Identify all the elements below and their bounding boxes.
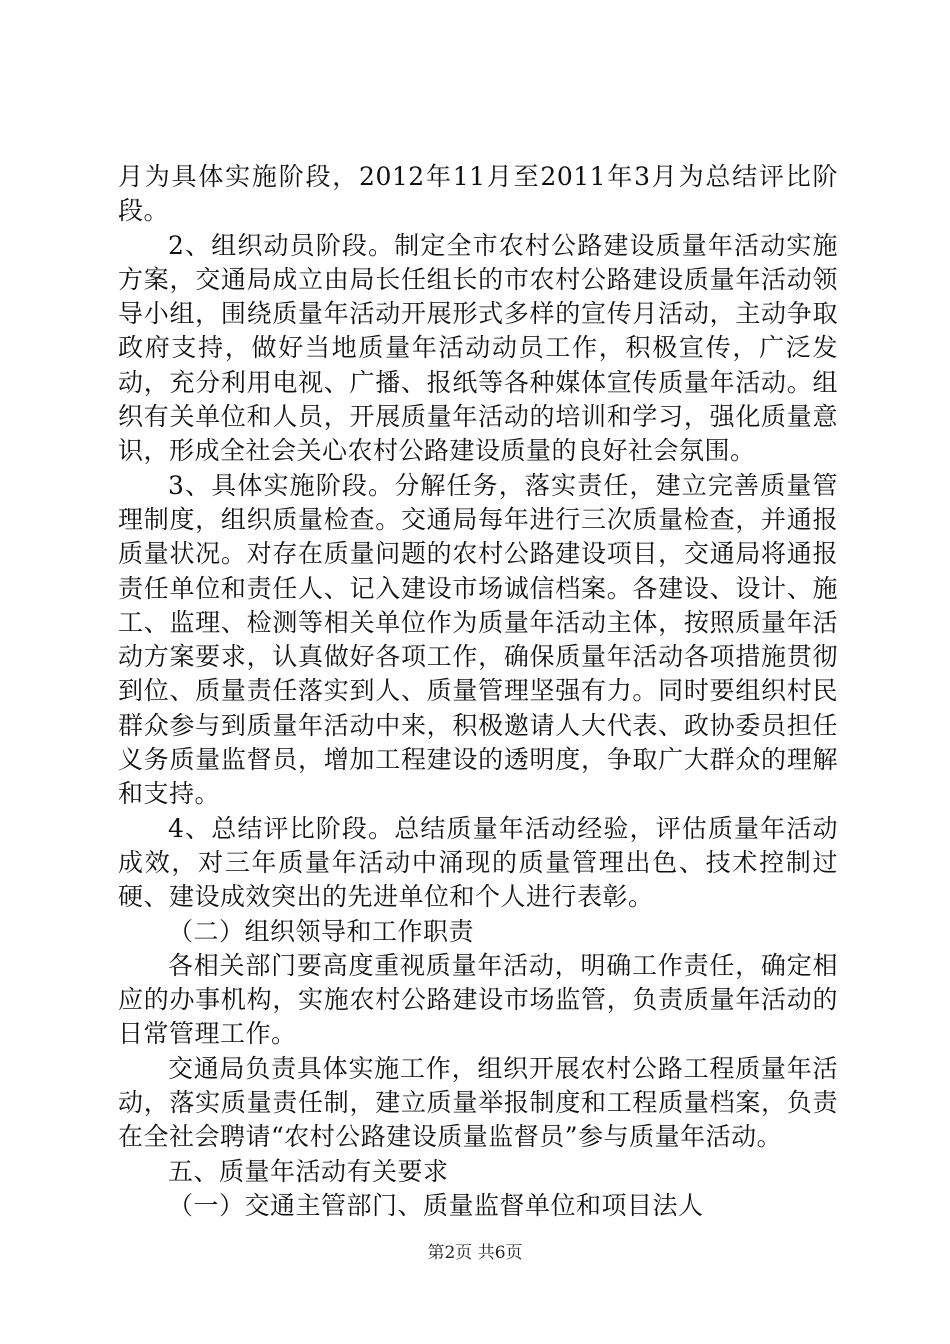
paragraph-mobilization-stage: 2、组织动员阶段。制定全市农村公路建设质量年活动实施方案，交通局成立由局长任组长的市农村公路建设质量年活动领导小组，围绕质量年活动开展形式多样的宣传月活动，主动争取政府支持，做好当地质量年活动动员工作，积极宣传，广泛发动，充分利用电视、广播、报纸等各种媒体宣传质量年活动。组织有关单位和人员，开展质量年活动的培训和学习，强化质量意识，形成全社会关心农村公路建设质量的良好社会氛围。 (118, 230, 838, 466)
paragraph-implementation-stage: 3、具体实施阶段。分解任务，落实责任，建立完善质量管理制度，组织质量检查。交通局每年进行三次质量检查，并通报质量状况。对存在质量问题的农村公路建设项目，交通局将通报责任单位和责任人、记入建设市场诚信档案。各建设、设计、施工、监理、检测等相关单位作为质量年活动主体，按照质量年活动方案要求，认真做好各项工作，确保质量年活动各项措施贯彻到位、质量责任落实到人、质量管理坚强有力。同时要组织村民群众参与到质量年活动中来，积极邀请人大代表、政协委员担任义务质量监督员，增加工程建设的透明度，争取广大群众的理解和支持。 (118, 470, 838, 809)
paragraph-evaluation-stage: 4、总结评比阶段。总结质量年活动经验，评估质量年活动成效，对三年质量年活动中涌现的质量管理出色、技术控制过硬、建设成效突出的先进单位和个人进行表彰。 (118, 813, 838, 912)
paragraph-departments: 各相关部门要高度重视质量年活动，明确工作责任，确定相应的办事机构，实施农村公路建设市场监管，负责质量年活动的日常管理工作。 (118, 950, 838, 1049)
paragraph-continuation: 月为具体实施阶段，2012年11月至2011年3月为总结评比阶段。 (118, 162, 838, 226)
section-heading-requirements: 五、质量年活动有关要求 (168, 1156, 449, 1186)
document-body (118, 160, 838, 1223)
section-heading-organization: （二）组织领导和工作职责 (168, 916, 475, 946)
paragraph-transport-bureau: 交通局负责具体实施工作，组织开展农村公路工程质量年活动，落实质量责任制，建立质量举报制度和工程质量档案，负责在全社会聘请“农村公路建设质量监督员”参与质量年活动。 (118, 1053, 838, 1152)
page-footer: 第2页 共6页 (427, 1243, 523, 1263)
section-heading-subsection-one: （一）交通主管部门、质量监督单位和项目法人 (168, 1190, 704, 1220)
